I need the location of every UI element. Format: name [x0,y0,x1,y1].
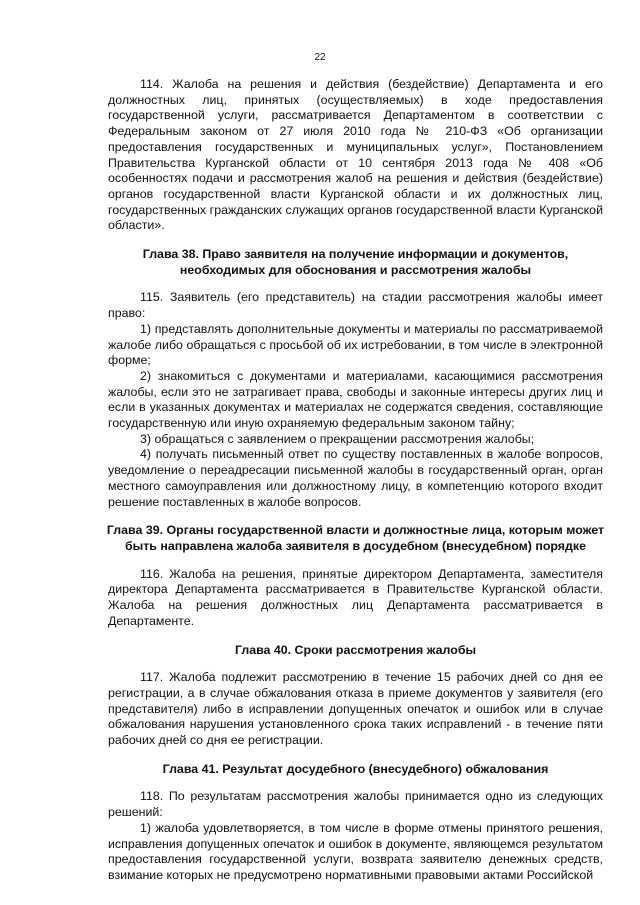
chapter-38-heading-line-1: Глава 38. Право заявителя на получение информации и документов, [142,247,569,262]
chapter-40-heading: Глава 40. Сроки рассмотрения жалобы [234,642,477,657]
chapter-39-heading-line-2: быть направлена жалоба заявителя в досудебном (внесудебном) порядке [125,538,586,553]
paragraph-115-item-3: 3) обращаться с заявлением о прекращении рассмотрения жалобы; [140,431,535,446]
paragraph-118-item-1: 1) жалоба удовлетворяется, в том числе в форме отмены принятого решения, исправления допущенных опечаток и ошибок в документе, являющемся результатом предоставления государственной услуги, возврата заявителю денежных средств, взимание которых не предусмотрено нормативными правовыми актами Российской [108,820,603,882]
paragraph-118: 118. По результатам рассмотрения жалобы принимается одно из следующих решений: [108,789,603,820]
chapter-41-heading: Глава 41. Результат досудебного (внесудебного) обжалования [162,761,549,776]
chapter-39-heading [86,523,625,554]
chapter-38-heading-line-2: необходимых для обоснования и рассмотрения жалобы [179,262,532,277]
paragraph-117: 117. Жалоба подлежит рассмотрению в течение 15 рабочих дней со дня ее регистрации, а в случае обжалования отказа в приеме документов у заявителя (его представителя) либо в исправлении допущенных опечаток и ошибок или в случае обжалования нарушения установленного срока таких исправлений - в течение пяти рабочих дней со дня ее регистрации. [108,670,603,748]
chapter-39-heading-line-1: Глава 39. Органы государственной власти и должностные лица, которым может [106,523,605,538]
paragraph-114: 114. Жалоба на решения и действия (бездействие) Департамента и его должностных лиц, принятых (осуществляемых) в ходе предоставления государственной услуги, рассматривается Департаментом в соответствии с Федеральным законом от 27 июля 2010 года № 210-ФЗ «Об организации предоставления государственных и муниципальных услуг», Постановлением Правительства Курганской области от 10 сентября 2013 года № 408 «Об особенностях подачи и рассмотрения жалоб на решения и действия (бездействие) органов государственной власти Курганской области и их должностных лиц, государственных гражданских служащих органов государственной власти Курганской области». [108,77,603,233]
paragraph-115-item-2: 2) знакомиться с документами и материалами, касающимися рассмотрения жалобы, если это не затрагивает права, свободы и законные интересы других лиц и если в указанных документах и материалах не содержатся сведения, составляющие государственную или иную охраняемую федеральным законом тайну; [108,368,603,431]
paragraph-115: 115. Заявитель (его представитель) на стадии рассмотрения жалобы имеет право: [108,290,603,321]
paragraph-115-item-1: 1) представлять дополнительные документы и материалы по рассматриваемой жалобе либо обращаться с просьбой об их истребовании, в том числе в электронной форме; [108,321,603,368]
paragraph-116: 116. Жалоба на решения, принятые директором Департамента, заместителя директора Департамента рассматривается в Правительстве Курганской области. Жалоба на решения должностных лиц Департамента рассматривается в Департаменте. [108,566,603,628]
paragraph-115-item-4: 4) получать письменный ответ по существу поставленных в жалобе вопросов, уведомление о переадресации письменной жалобы в государственный орган, орган местного самоуправления или должностному лицу, в компетенцию которого входит решение поставленных в жалобе вопросов. [108,447,603,509]
page-number: 22 [314,52,326,63]
chapter-38-heading [108,247,603,278]
document-body [108,77,603,884]
